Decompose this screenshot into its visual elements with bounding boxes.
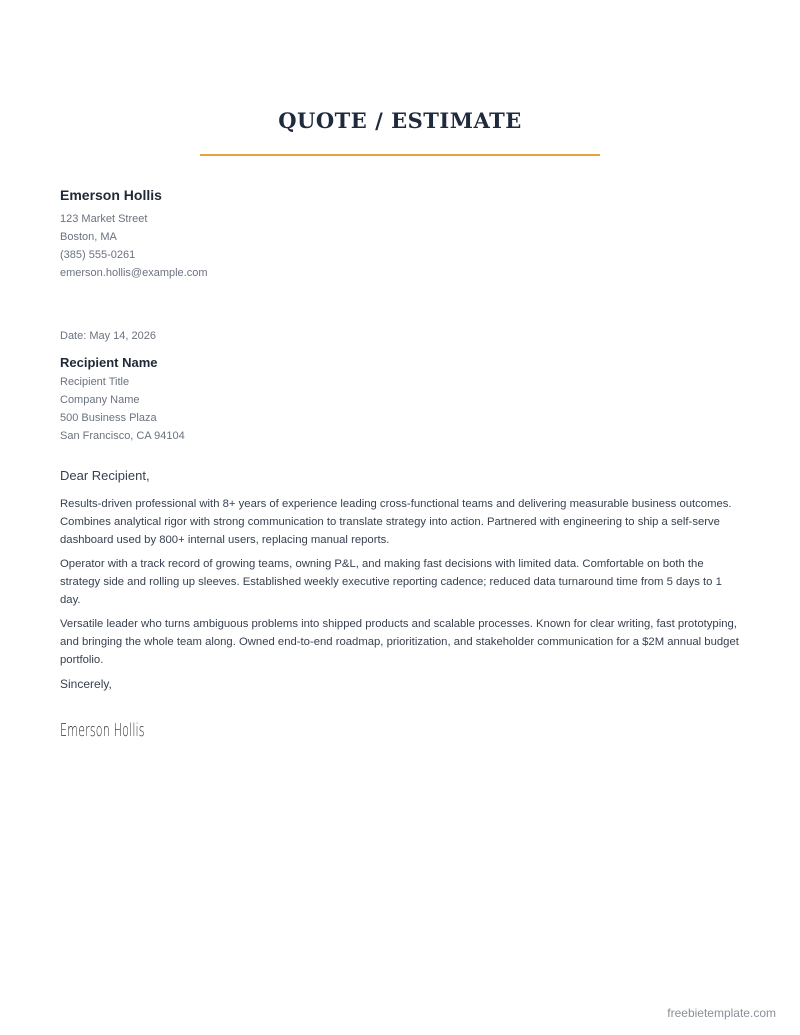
letter-date: Date: May 14, 2026 bbox=[60, 330, 157, 342]
salutation: Dear Recipient, bbox=[60, 468, 150, 483]
sender-email: emerson.hollis@example.com bbox=[60, 267, 208, 279]
watermark-text: freebietemplate.com bbox=[667, 1006, 776, 1020]
recipient-city: San Francisco, CA 94104 bbox=[60, 430, 185, 442]
sender-city: Boston, MA bbox=[60, 231, 117, 243]
recipient-street: 500 Business Plaza bbox=[60, 412, 157, 424]
letter-body bbox=[60, 495, 740, 675]
recipient-block bbox=[60, 354, 185, 445]
sender-street: 123 Market Street bbox=[60, 213, 148, 225]
sender-phone: (385) 555-0261 bbox=[60, 249, 136, 261]
recipient-company: Company Name bbox=[60, 394, 140, 406]
document-title: QUOTE / ESTIMATE bbox=[278, 108, 522, 133]
closing: Sincerely, bbox=[60, 677, 112, 691]
recipient-name: Recipient Name bbox=[60, 355, 158, 370]
signature: Emerson Hollis bbox=[60, 720, 145, 741]
body-paragraph: Versatile leader who turns ambiguous problems into shipped products and scalable processes. Known for clear writing, fast prototyping, and bringing the whole team along. Owned end-to-end roadmap, prioritization, and stakeholder communication for a $2M annual budget portfolio. bbox=[60, 618, 739, 666]
sender-block bbox=[60, 186, 208, 282]
sender-name: Emerson Hollis bbox=[60, 187, 162, 203]
body-paragraph: Operator with a track record of growing teams, owning P&L, and making fast decisions with limited data. Comfortable on both the strategy side and rolling up sleeves. Established weekly executive reporting cadence; reduced data turnaround time from 5 days to 1 day. bbox=[60, 558, 722, 606]
title-divider bbox=[200, 154, 600, 156]
body-paragraph: Results-driven professional with 8+ years of experience leading cross-functional teams and delivering measurable business outcomes. Combines analytical rigor with strong communication to translate strategy into action. Partnered with engineering to ship a self-serve dashboard used by 800+ internal users, replacing manual reports. bbox=[60, 498, 732, 546]
recipient-title: Recipient Title bbox=[60, 376, 130, 388]
